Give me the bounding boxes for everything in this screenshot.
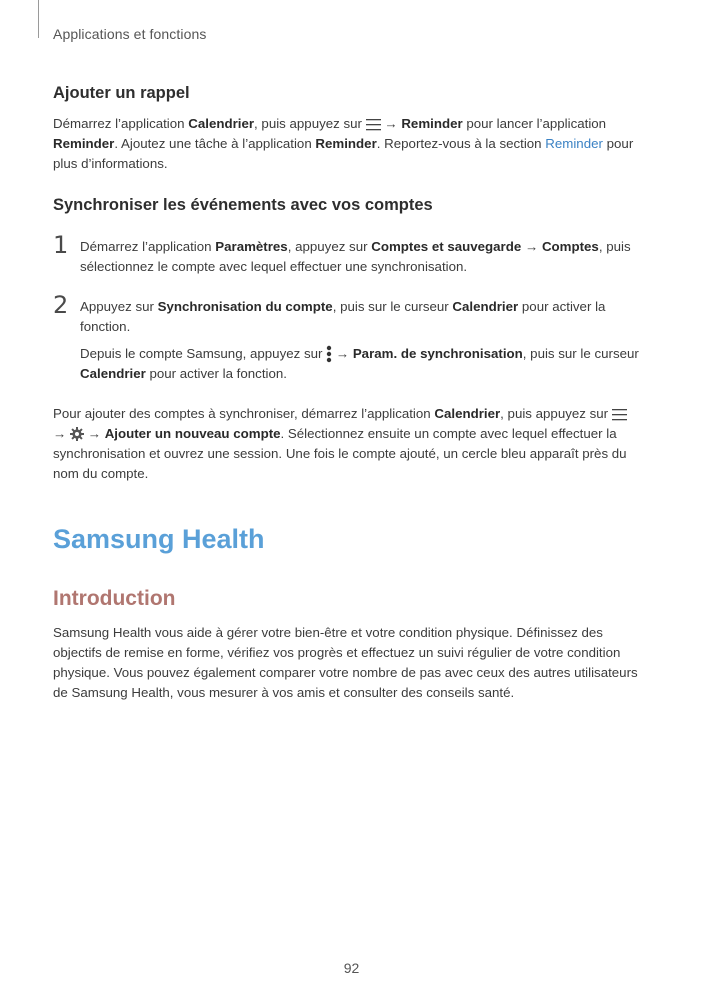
step-2-note: Depuis le compte Samsung, appuyez sur → Param. de synchronisation, puis sur le curseur Calendrier pour activer la fonction.: [80, 346, 639, 381]
step-2-text: Appuyez sur Synchronisation du compte, puis sur le curseur Calendrier pour activer la fonction.: [80, 299, 606, 334]
reminder-section-link[interactable]: Reminder: [545, 136, 603, 151]
introduction-paragraph: Samsung Health vous aide à gérer votre bien-être et votre condition physique. Définissez des objectifs de remise en forme, vérifiez vos progrès et effectuez un suivi régulier de votre condition physique. Vous pouvez également comparer votre nombre de pas avec ceux des autres utilisateurs de Samsung Health, vous mesurer à vos amis et consulter des conseils santé.: [53, 625, 638, 700]
add-accounts-paragraph: Pour ajouter des comptes à synchroniser, démarrez l’application Calendrier, puis appuyez sur → → Ajouter un nouveau compte. Sélectionnez ensuite un compte avec lequel effectuer la synchronisation et ouvrez une session. Une fois le compte ajouté, un cercle bleu apparaît près du nom du compte.: [53, 406, 627, 481]
reminder-heading: Ajouter un rappel: [53, 84, 190, 102]
menu-icon: [366, 118, 381, 131]
running-header: Applications et fonctions: [53, 26, 207, 42]
reminder-paragraph: Démarrez l’application Calendrier, puis appuyez sur → Reminder pour lancer l’application Reminder. Ajoutez une tâche à l’application Reminder. Reportez-vous à la section Reminder pour plus d’informations.: [53, 116, 634, 171]
step-number-2: 2: [53, 291, 69, 319]
gear-icon: [70, 427, 84, 441]
page-number: 92: [343, 960, 360, 976]
menu-icon: [612, 408, 627, 421]
introduction-heading: Introduction: [53, 587, 176, 610]
sync-heading: Synchroniser les événements avec vos comptes: [53, 196, 433, 214]
header-rule: [38, 0, 39, 38]
step-number-1: 1: [53, 231, 69, 259]
chapter-title: Samsung Health: [53, 524, 265, 554]
step-1-text: Démarrez l’application Paramètres, appuyez sur Comptes et sauvegarde → Comptes, puis sélectionnez le compte avec lequel effectuer une synchronisation.: [80, 239, 631, 274]
